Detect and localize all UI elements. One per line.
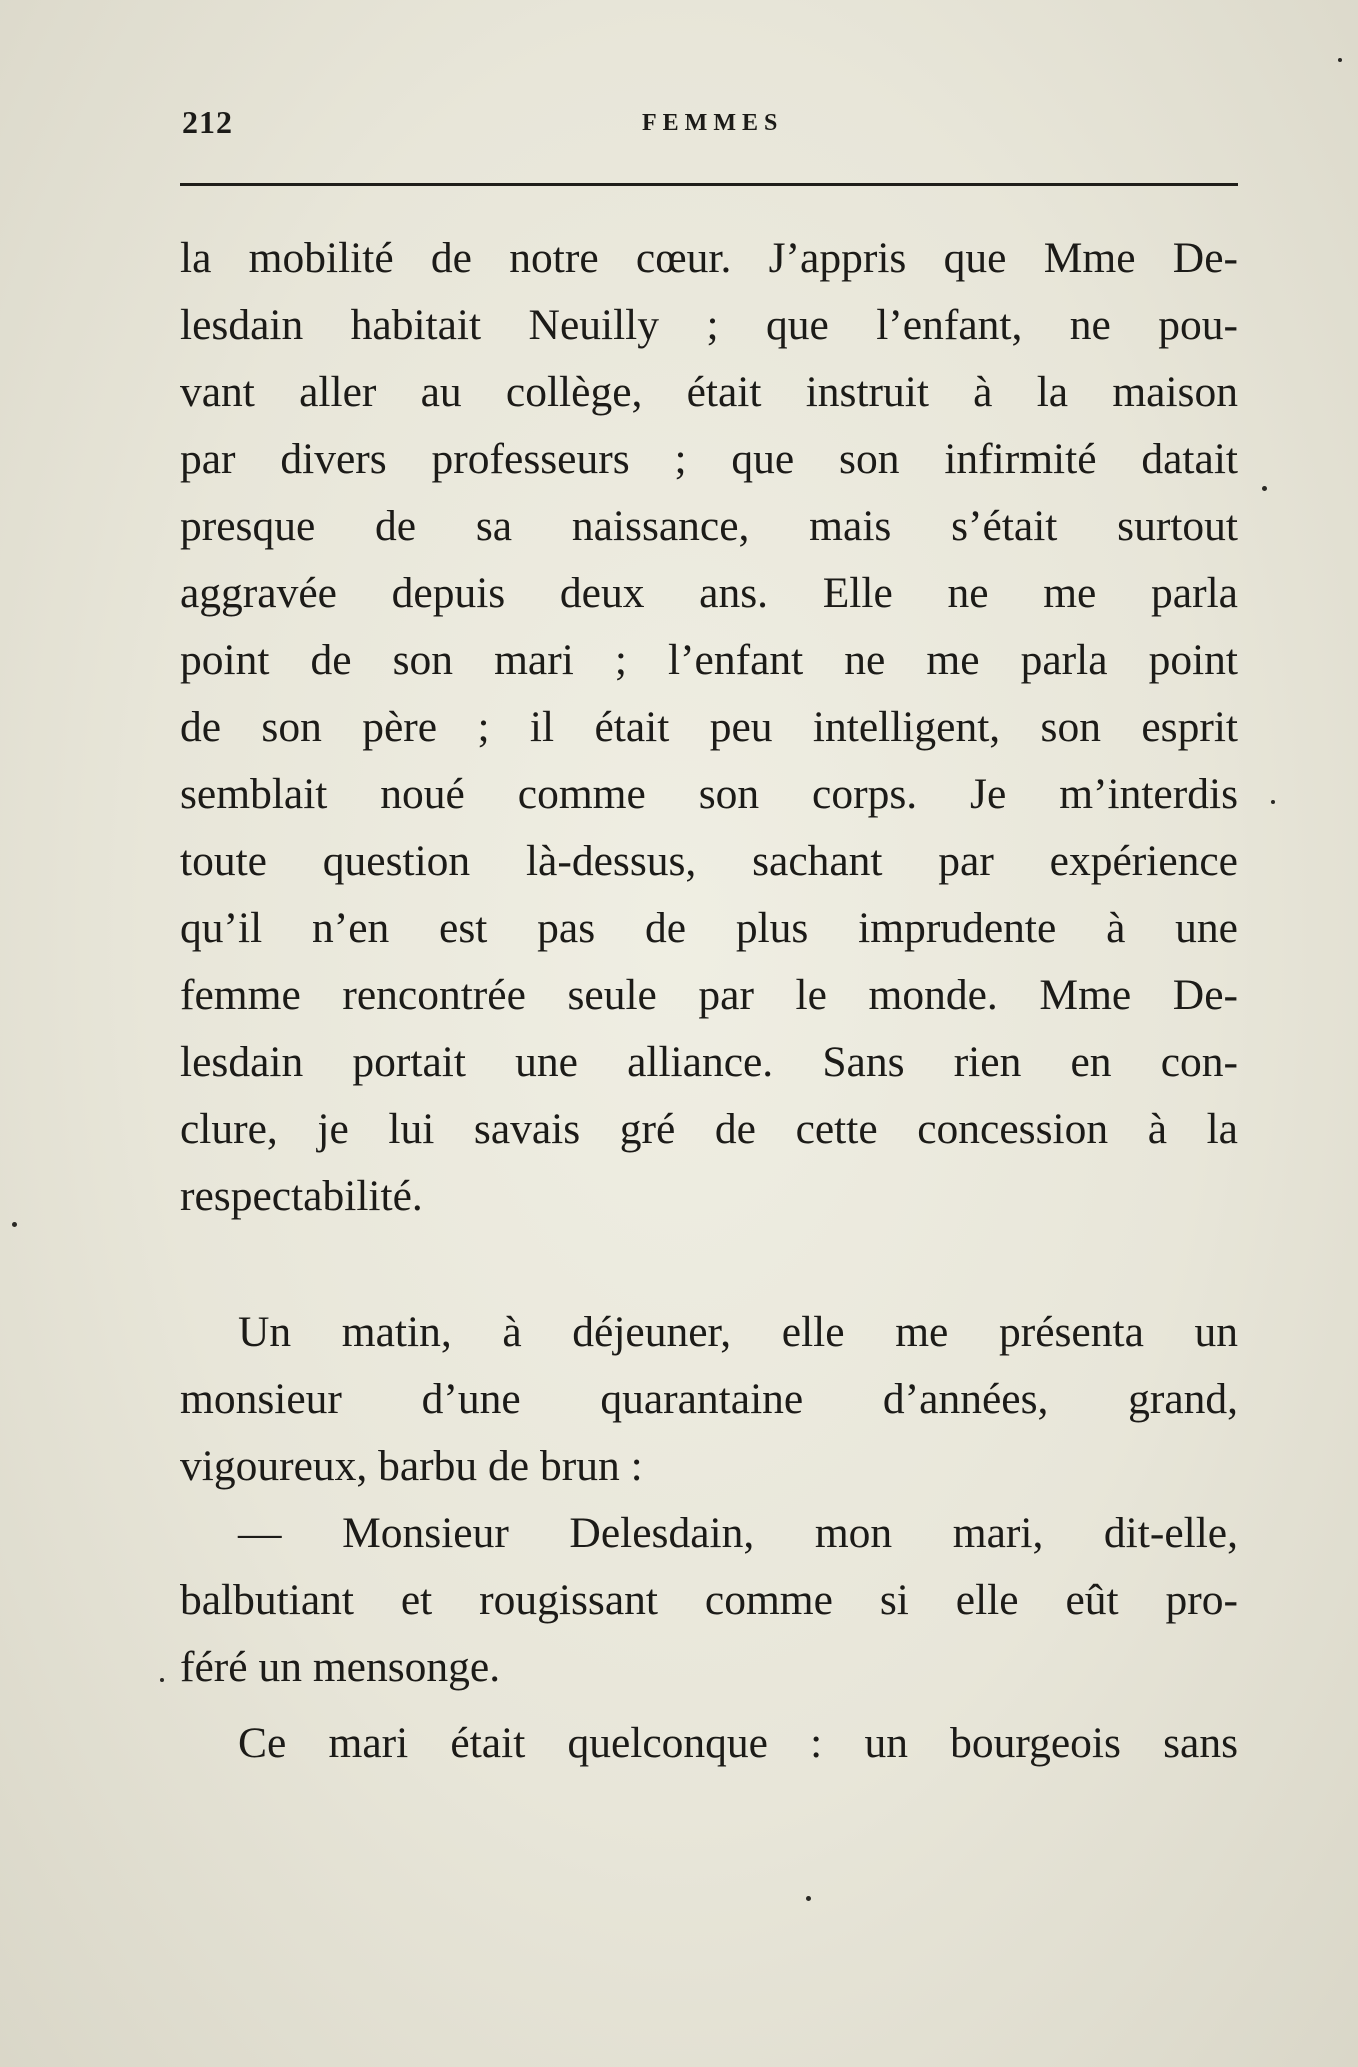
paper-speck <box>12 1222 17 1227</box>
paper-speck <box>160 1678 164 1682</box>
text-line: femme rencontrée seule par le monde. Mme De- <box>180 971 1238 1019</box>
text-line: monsieur d’une quarantaine d’années, grand, <box>180 1375 1238 1423</box>
text-line: lesdain portait une alliance. Sans rien en con- <box>180 1038 1238 1086</box>
paper-speck <box>1262 486 1267 491</box>
text-line: Ce mari était quelconque : un bourgeois sans <box>238 1719 1238 1767</box>
text-line: respectabilité. <box>180 1172 423 1220</box>
text-line: balbutiant et rougissant comme si elle eût pro- <box>180 1576 1238 1624</box>
text-line: de son père ; il était peu intelligent, son esprit <box>180 703 1238 751</box>
text-line: la mobilité de notre cœur. J’appris que Mme De- <box>180 234 1238 282</box>
text-line: vant aller au collège, était instruit à la maison <box>180 368 1238 416</box>
text-line: point de son mari ; l’enfant ne me parla point <box>180 636 1238 684</box>
page-number: 212 <box>182 104 233 140</box>
paper-speck <box>806 1896 811 1901</box>
paper-speck <box>1271 800 1275 804</box>
running-title: FEMMES <box>642 110 784 136</box>
text-line: Un matin, à déjeuner, elle me présenta un <box>238 1308 1238 1356</box>
text-line: vigoureux, barbu de brun : <box>180 1442 643 1490</box>
text-line: féré un mensonge. <box>180 1643 501 1691</box>
text-line: qu’il n’en est pas de plus imprudente à une <box>180 904 1238 952</box>
text-line: toute question là-dessus, sachant par expérience <box>180 837 1238 885</box>
paper-speck <box>1338 58 1342 62</box>
text-line: — Monsieur Delesdain, mon mari, dit-elle, <box>238 1509 1238 1557</box>
page-header <box>182 104 1236 144</box>
text-line: par divers professeurs ; que son infirmité datait <box>180 435 1238 483</box>
header-rule <box>180 183 1238 186</box>
text-line: presque de sa naissance, mais s’était surtout <box>180 502 1238 550</box>
text-line: semblait noué comme son corps. Je m’interdis <box>180 770 1238 818</box>
text-line: aggravée depuis deux ans. Elle ne me parla <box>180 569 1238 617</box>
text-line: clure, je lui savais gré de cette concession à la <box>180 1105 1238 1153</box>
text-line: lesdain habitait Neuilly ; que l’enfant, ne pou- <box>180 301 1238 349</box>
